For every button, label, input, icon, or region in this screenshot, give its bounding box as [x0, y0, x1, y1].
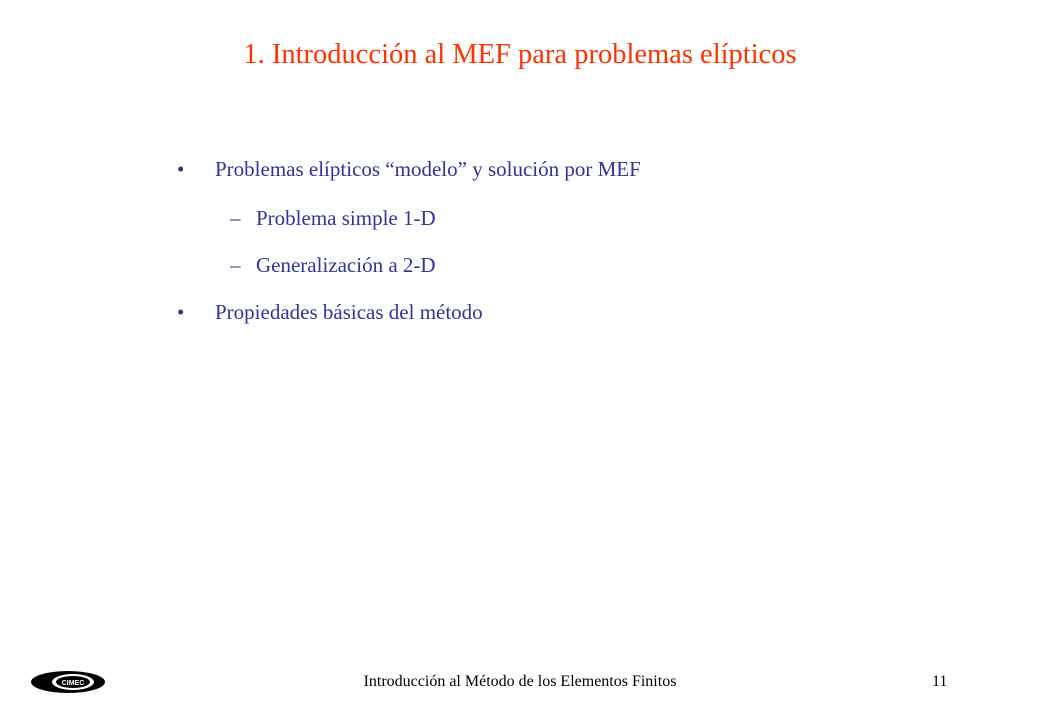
bullet-marker: •: [177, 157, 185, 181]
footer-title: Introducción al Método de los Elementos Finitos: [363, 673, 677, 690]
page-number: 11: [932, 673, 948, 690]
bullet-item-problemas-elipticos: Problemas elípticos “modelo” y solución por MEF: [215, 157, 641, 181]
dash-marker: –: [230, 253, 241, 277]
slide-title: 1. Introducción al MEF para problemas elípticos: [243, 39, 797, 70]
bullet-item-propiedades: Propiedades básicas del método: [215, 300, 483, 324]
sub-item-problema-simple: Problema simple 1-D: [256, 206, 436, 230]
bullet-marker: •: [177, 300, 185, 324]
footer: [0, 667, 1040, 699]
sub-item-generalizacion: Generalización a 2-D: [256, 253, 436, 277]
logo-text: CIMEC: [61, 680, 85, 687]
dash-marker: –: [230, 206, 241, 230]
